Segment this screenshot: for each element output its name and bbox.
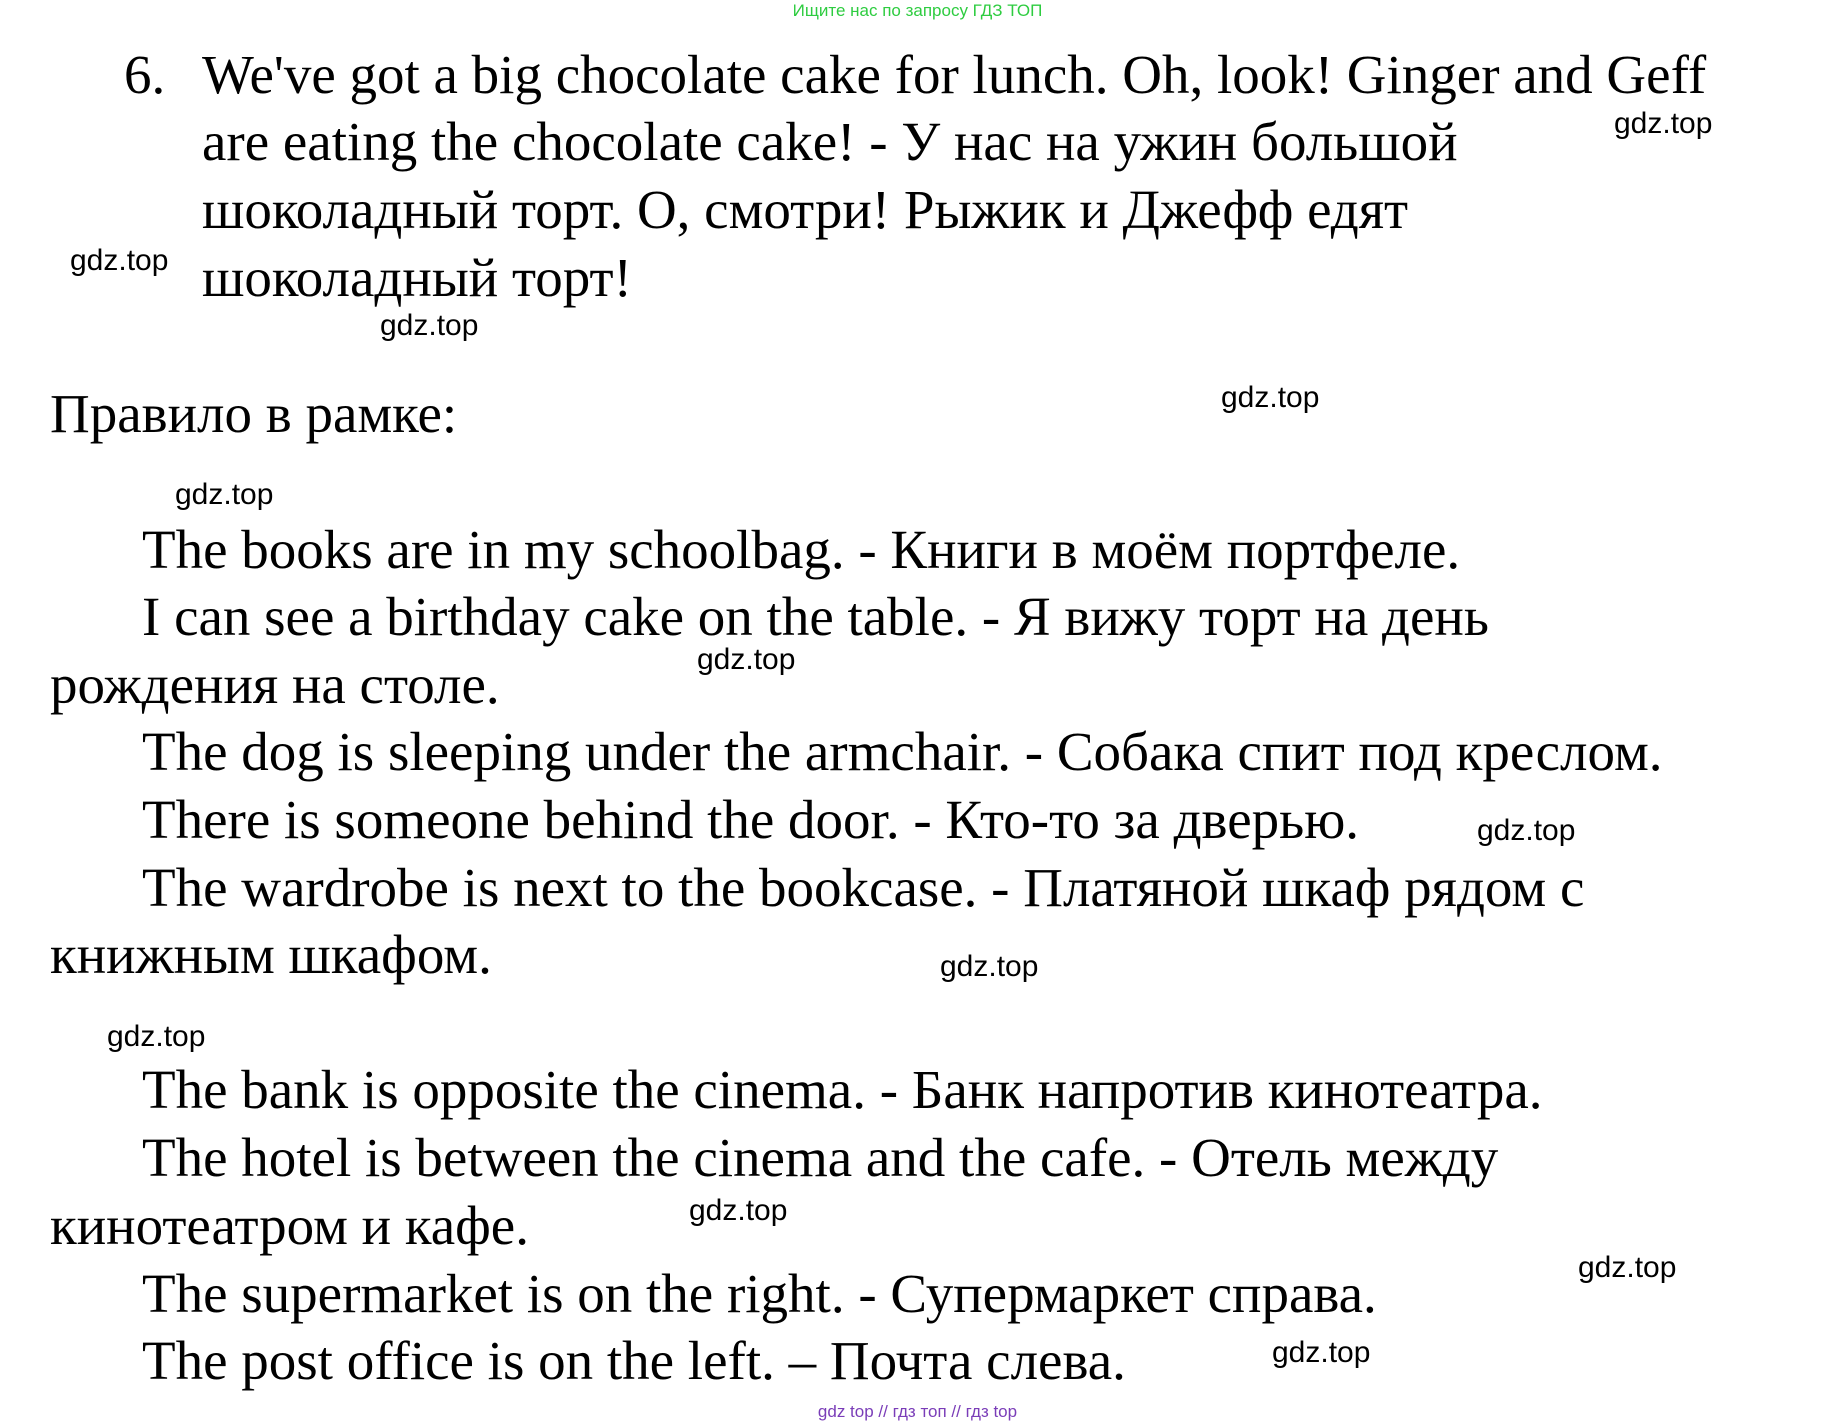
watermark: gdz.top — [380, 309, 479, 342]
watermark: gdz.top — [1477, 814, 1576, 847]
rule-line-8: The bank is opposite the cinema. - Банк напротив кинотеатра. — [142, 1059, 1543, 1120]
watermark: gdz.top — [175, 478, 274, 511]
watermark: gdz.top — [1221, 381, 1320, 414]
exercise-line-2: are eating the chocolate cake! - У нас на ужин большой — [202, 111, 1458, 172]
watermark: gdz.top — [689, 1194, 788, 1227]
rule-line-4: The dog is sleeping under the armchair. - Собака спит под креслом. — [142, 721, 1663, 782]
rule-line-10: кинотеатром и кафе. — [50, 1195, 529, 1256]
rule-line-3: рождения на столе. — [50, 654, 500, 715]
watermark: gdz.top — [107, 1020, 206, 1053]
watermark: gdz.top — [1578, 1251, 1677, 1284]
watermark: gdz.top — [70, 244, 169, 277]
rule-line-9: The hotel is between the cinema and the cafe. - Отель между — [142, 1127, 1499, 1188]
watermark: gdz.top — [1614, 107, 1713, 140]
exercise-line-4: шоколадный торт! — [202, 247, 632, 308]
exercise-line-1: We've got a big chocolate cake for lunch. Oh, look! Ginger and Geff — [202, 44, 1707, 105]
rule-line-11: The supermarket is on the right. - Супермаркет справа. — [142, 1263, 1377, 1324]
bottom-banner: gdz top // гдз топ // гдз top — [817, 1402, 1018, 1421]
rule-line-1: The books are in my schoolbag. - Книги в моём портфеле. — [142, 519, 1461, 580]
exercise-number: 6. — [124, 44, 166, 105]
watermark: gdz.top — [697, 643, 796, 676]
rule-line-5: There is someone behind the door. - Кто-то за дверью. — [142, 789, 1360, 850]
watermark: gdz.top — [940, 950, 1039, 983]
rule-line-2: I can see a birthday cake on the table. - Я вижу торт на день — [142, 586, 1489, 647]
rule-line-7: книжным шкафом. — [50, 924, 492, 985]
top-banner: Ищите нас по запросу ГДЗ ТОП — [792, 1, 1043, 20]
exercise-line-3: шоколадный торт. О, смотри! Рыжик и Джефф едят — [202, 179, 1409, 240]
rule-line-12: The post office is on the left. – Почта слева. — [142, 1330, 1126, 1391]
watermark: gdz.top — [1272, 1336, 1371, 1369]
rule-heading: Правило в рамке: — [50, 383, 458, 444]
rule-line-6: The wardrobe is next to the bookcase. - Платяной шкаф рядом с — [142, 857, 1585, 918]
